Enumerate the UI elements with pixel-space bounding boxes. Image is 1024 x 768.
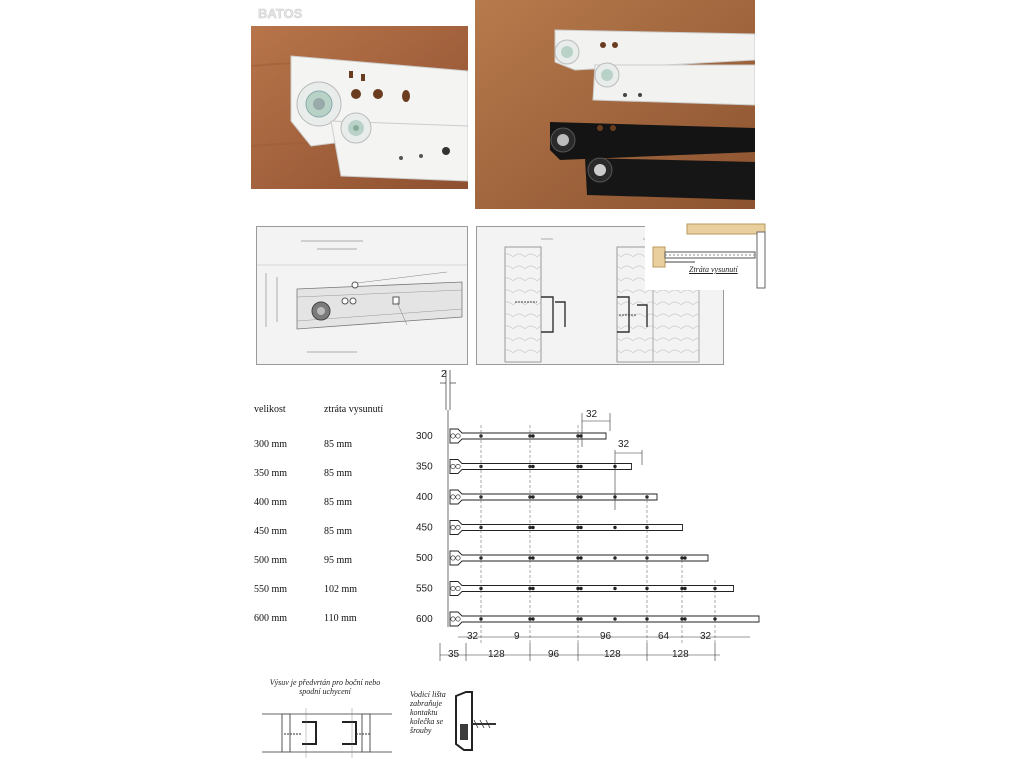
guide-rail-note: Vodicí lišta zabraňuje kontaktu kolečka se šrouby	[410, 690, 446, 735]
rail-body	[450, 460, 632, 474]
table-row: 300 mm 85 mm	[254, 439, 353, 450]
rail-size-label: 600	[416, 614, 433, 625]
rail-size-label: 450	[416, 522, 433, 534]
rail-hole	[532, 618, 535, 621]
dim-row2-128a: 128	[488, 649, 505, 660]
mounting-note: Výsuv je předvrtán pro boční nebo spodní uchycení	[269, 678, 381, 696]
rail-hole	[456, 495, 460, 499]
slide-dimension-drawing	[256, 226, 468, 365]
rail-hole	[451, 617, 455, 621]
dim-row1-96: 96	[600, 631, 612, 642]
rail-450	[416, 521, 683, 535]
rail-size-label: 500	[416, 553, 433, 564]
rail-300	[416, 429, 606, 443]
header-loss: ztráta vysunutí	[324, 404, 384, 415]
dim-row1-9: 9	[514, 631, 520, 642]
header-size: velikost	[254, 404, 286, 415]
rail-hole	[480, 618, 483, 621]
table-row: 600 mm 110 mm	[254, 613, 357, 624]
rail-hole	[456, 617, 460, 621]
rail-600	[416, 612, 759, 626]
rail-550	[416, 582, 734, 596]
rail-hole	[580, 526, 583, 529]
photo-white-slides	[251, 26, 468, 189]
table-row: 400 mm 85 mm	[254, 497, 353, 508]
guide-rail-drawing	[448, 686, 508, 758]
table-row: 500 mm 95 mm	[254, 555, 353, 566]
rail-hole	[532, 526, 535, 529]
rail-hole	[614, 557, 617, 560]
rail-hole	[456, 464, 460, 468]
svg-text:BATOS: BATOS	[258, 6, 303, 21]
rail-hole	[684, 618, 687, 621]
rail-hole	[532, 557, 535, 560]
rail-hole	[451, 495, 455, 499]
rail-hole	[614, 618, 617, 621]
rail-hole	[532, 465, 535, 468]
table-row: 450 mm 85 mm	[254, 526, 353, 537]
rail-hole	[529, 618, 532, 621]
callout-32-a: 32	[586, 409, 598, 420]
dim-row1-32: 32	[467, 631, 479, 642]
rail-hole	[451, 525, 455, 529]
rail-hole	[580, 557, 583, 560]
rail-hole	[456, 556, 460, 560]
rail-hole	[646, 618, 649, 621]
rail-body	[450, 612, 759, 626]
photo-white-black-slides	[475, 0, 755, 209]
dim-row2-35: 35	[448, 649, 460, 660]
extension-loss-label: Ztráta vysunutí	[689, 265, 738, 274]
top-dimension: 2	[441, 369, 447, 380]
rail-size-label: 300	[416, 431, 433, 442]
mounting-section-drawing	[262, 700, 392, 760]
rail-hole	[532, 587, 535, 590]
rail-500	[416, 551, 708, 565]
rail-hole	[532, 496, 535, 499]
rail-hole	[577, 618, 580, 621]
rail-hole	[532, 435, 535, 438]
rail-hole	[580, 465, 583, 468]
dim-row1-32b: 32	[700, 631, 712, 642]
table-row: 550 mm 102 mm	[254, 584, 358, 595]
dim-row2-128c: 128	[672, 649, 689, 660]
rail-body	[450, 582, 734, 596]
rail-hole	[580, 496, 583, 499]
rail-hole	[456, 525, 460, 529]
extension-loss-inset	[645, 222, 767, 290]
rail-hole	[614, 587, 617, 590]
rail-hole	[451, 464, 455, 468]
rail-hole	[684, 587, 687, 590]
rail-size-label: 550	[416, 583, 433, 595]
rail-hole	[580, 618, 583, 621]
dim-row1-64: 64	[658, 631, 670, 642]
rail-hole	[684, 557, 687, 560]
rail-hole	[456, 434, 460, 438]
rail-hole	[451, 586, 455, 590]
rail-hole	[451, 556, 455, 560]
dim-row2-128b: 128	[604, 649, 621, 660]
rail-size-label: 350	[416, 461, 433, 473]
table-row: 350 mm 85 mm	[254, 468, 353, 479]
rail-hole	[451, 434, 455, 438]
rail-hole-pattern-drawing	[410, 365, 770, 665]
callout-32-b: 32	[618, 439, 630, 450]
rail-size-label: 400	[416, 492, 433, 503]
rail-hole	[681, 618, 684, 621]
dim-row2-96: 96	[548, 649, 560, 660]
watermark-logo	[254, 4, 314, 22]
rail-hole	[714, 618, 717, 621]
rail-hole	[580, 587, 583, 590]
rail-400	[416, 490, 657, 504]
rail-hole	[456, 586, 460, 590]
rail-hole	[614, 526, 617, 529]
